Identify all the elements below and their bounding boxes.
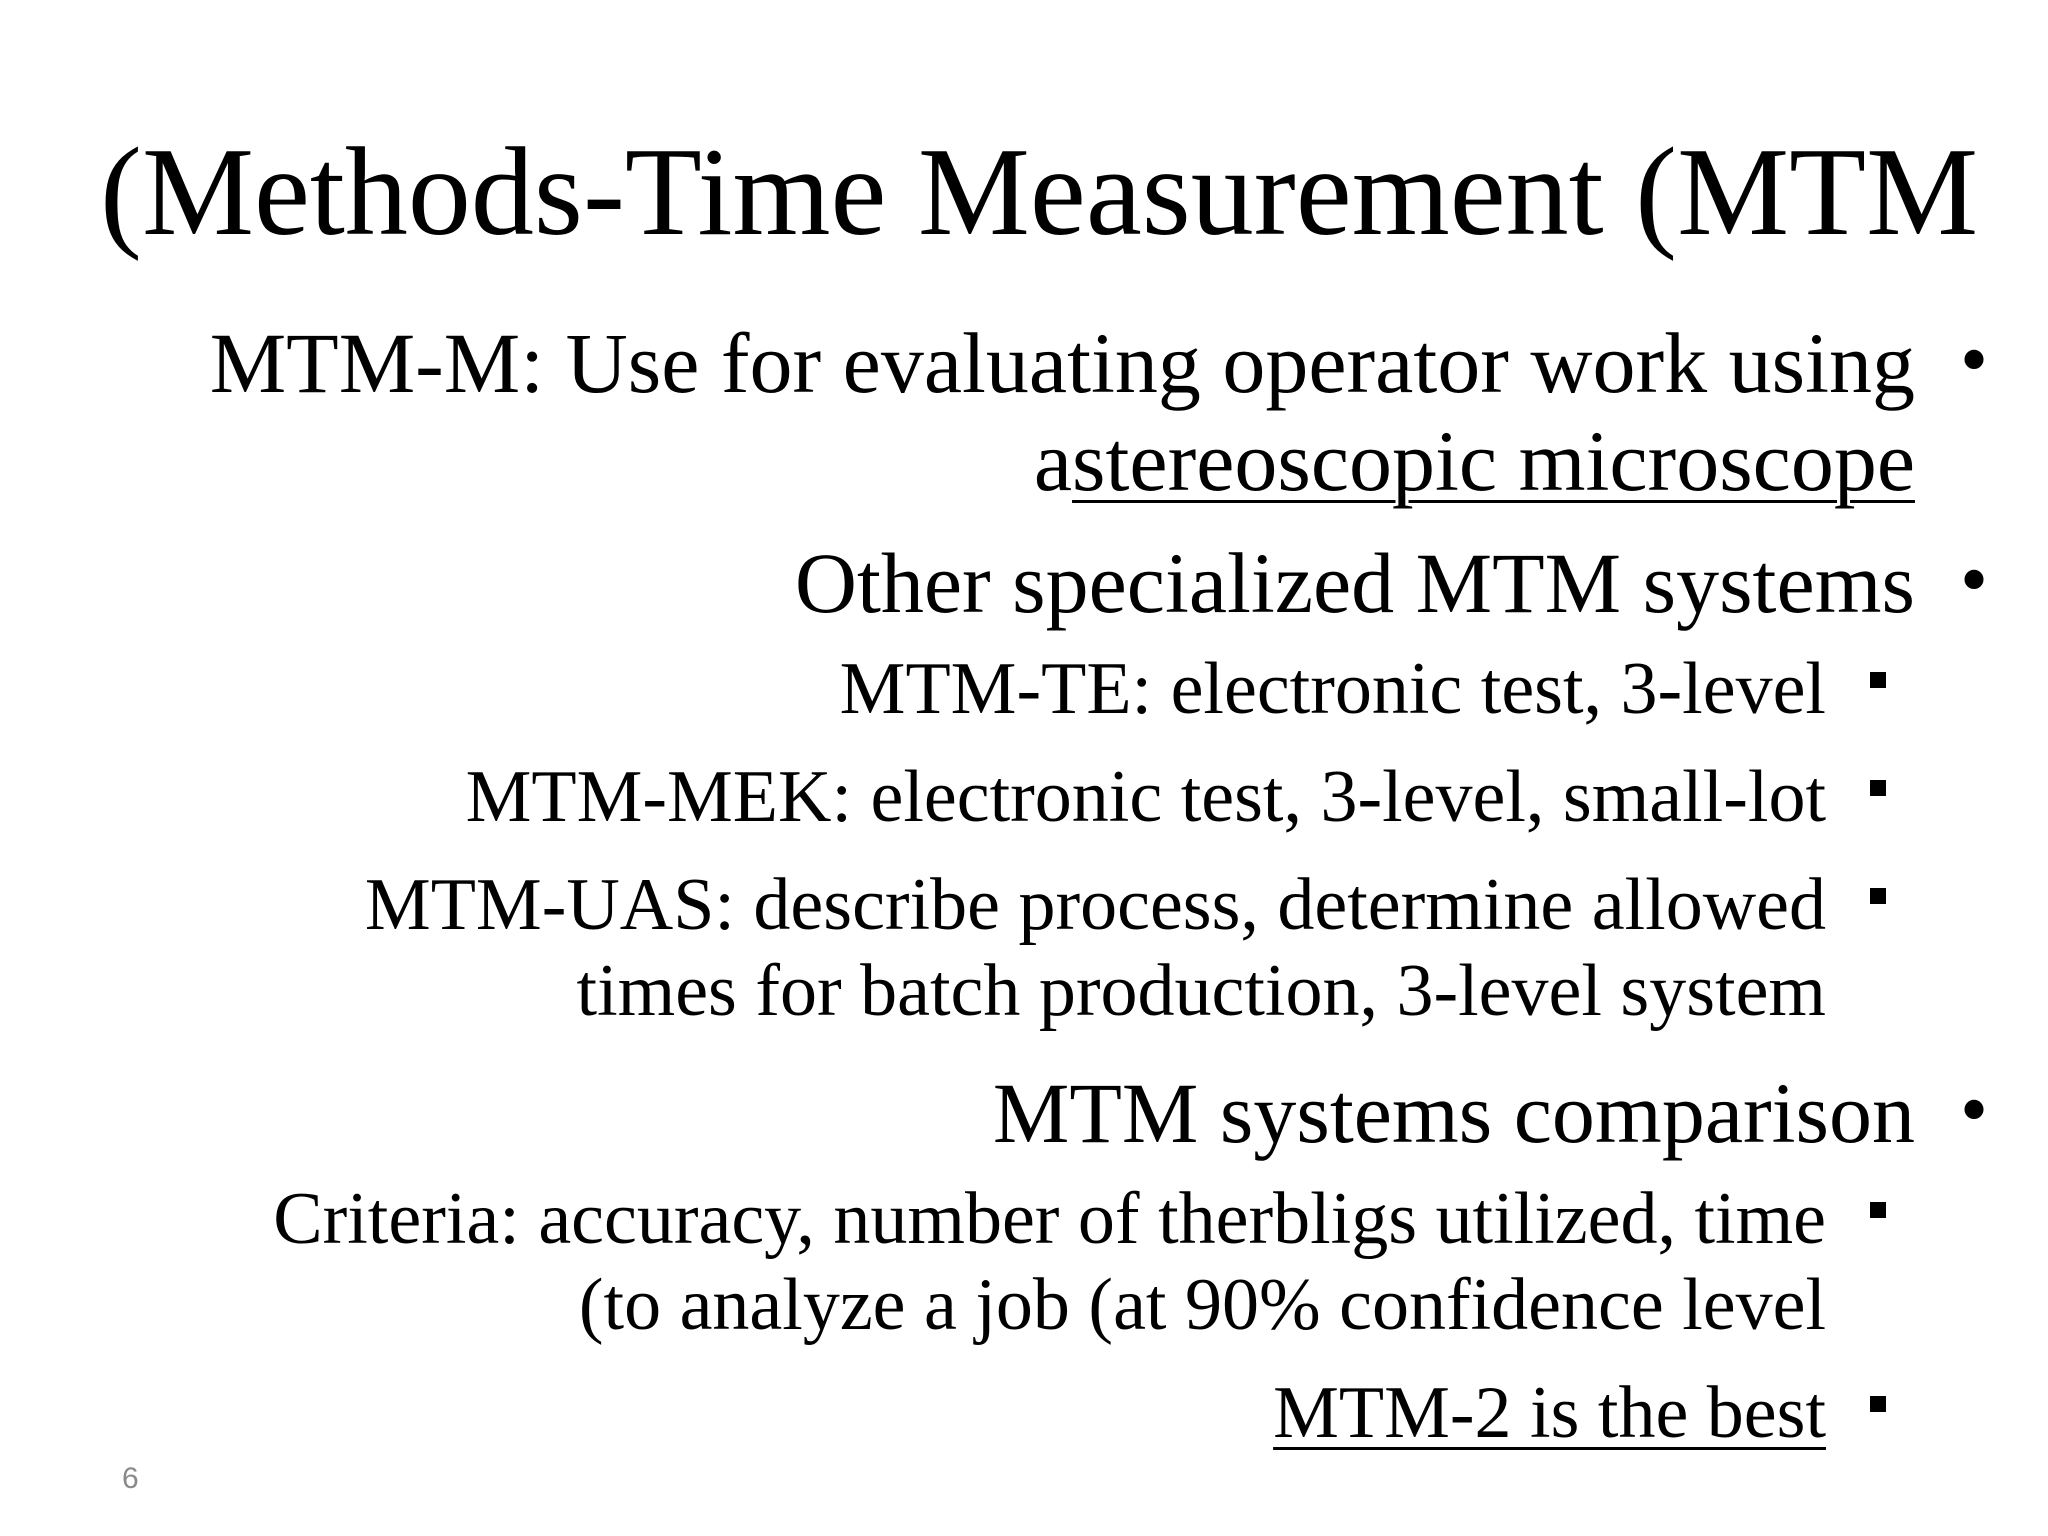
square-bullet-icon — [1870, 672, 1886, 688]
subbullet-text-mtm-uas-line1: MTM-UAS: describe process, determine allowed — [364, 864, 1826, 946]
square-bullet-icon — [1870, 1396, 1886, 1412]
bullet-dot-icon: • — [1960, 1066, 1989, 1154]
subbullet-text-criteria-line1: Criteria: accuracy, number of therbligs utilized, time — [273, 1178, 1826, 1260]
subbullet-text-mtm-te: MTM-TE: electronic test, 3-level — [839, 648, 1826, 730]
bullet-text-other-systems: Other specialized MTM systems — [794, 535, 1915, 631]
bullet-dot-icon: • — [1960, 536, 1989, 624]
text-fragment: a — [1033, 413, 1073, 509]
square-bullet-icon — [1870, 1202, 1886, 1218]
page-number: 6 — [122, 1462, 139, 1495]
bullet-text-comparison: MTM systems comparison — [992, 1065, 1915, 1161]
underlined-link-text: stereoscopic microscope — [1072, 413, 1915, 509]
bullet-text-mtm-m-line1: MTM-M: Use for evaluating operator work using — [209, 315, 1915, 411]
subbullet-text-mtm-2-best: MTM-2 is the best — [1273, 1372, 1826, 1454]
subbullet-text-criteria-line2: (to analyze a job (at 90% confidence level — [578, 1264, 1826, 1346]
bullet-dot-icon: • — [1960, 316, 1989, 404]
slide-title: (Methods-Time Measurement (MTM — [100, 123, 1979, 262]
square-bullet-icon — [1870, 888, 1886, 904]
bullet-text-mtm-m-line2 — [1034, 412, 1915, 510]
subbullet-text-mtm-mek: MTM-MEK: electronic test, 3-level, small-lot — [465, 756, 1826, 838]
subbullet-text-mtm-uas-line2: times for batch production, 3-level system — [576, 950, 1826, 1032]
square-bullet-icon — [1870, 780, 1886, 796]
